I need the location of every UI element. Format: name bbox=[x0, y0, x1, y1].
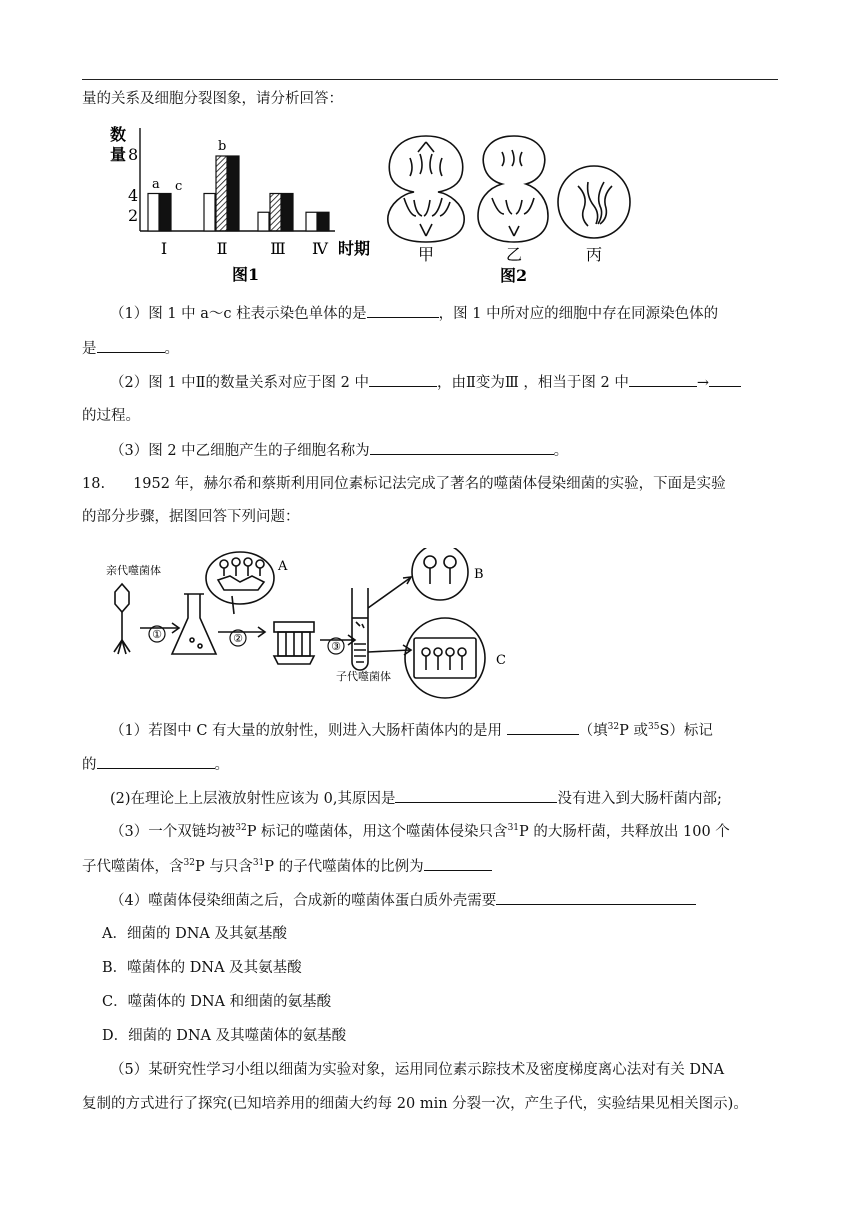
inset-circle-b bbox=[412, 548, 468, 600]
figure-1-bar-chart bbox=[100, 118, 390, 288]
figure-1-caption: 图1 bbox=[232, 265, 260, 284]
inset-circle-a bbox=[206, 552, 274, 604]
y-tick-label: 4 bbox=[128, 186, 139, 205]
q18-stem-line-2: 的部分步骤，据图回答下列问题： bbox=[82, 509, 300, 525]
bar-c-3 bbox=[282, 194, 293, 232]
phage-experiment-diagram bbox=[100, 548, 530, 708]
q18-1-line-2: 的 。 bbox=[82, 754, 229, 775]
x-category-label: Ⅲ bbox=[270, 239, 286, 258]
answer-blank[interactable] bbox=[507, 720, 579, 735]
option-d[interactable]: D．细菌的 DNA 及其噬菌体的氨基酸 bbox=[102, 1028, 347, 1044]
bar-a-3 bbox=[258, 212, 269, 231]
flask-drawing bbox=[172, 594, 216, 654]
bar-b-3 bbox=[270, 194, 281, 232]
bar-c-4 bbox=[318, 212, 329, 231]
question-number: 18. bbox=[82, 476, 106, 492]
label-a: A bbox=[278, 559, 288, 574]
q18-stem-line-1: 18. 1952 年，赫尔希和蔡斯利用同位素标记法完成了著名的噬菌体侵染细菌的实验，下面是实验 bbox=[82, 476, 726, 492]
cell-label-bing: 丙 bbox=[585, 245, 603, 264]
q17-2-line-2: 的过程。 bbox=[82, 408, 140, 424]
child-phage-label: 子代噬菌体 bbox=[336, 670, 391, 683]
answer-blank[interactable] bbox=[395, 788, 557, 803]
header-rule bbox=[82, 79, 778, 80]
q17-3-line: （3）图 2 中乙细胞产生的子细胞名称为 。 bbox=[110, 440, 568, 461]
cell-jia-drawing bbox=[388, 136, 464, 242]
cell-label-yi: 乙 bbox=[505, 245, 523, 264]
cell-bing-drawing bbox=[558, 166, 630, 238]
q18-3-line-2: 子代噬菌体，含$^{32}$P 与只含$^{31}$P 的子代噬菌体的比例为 bbox=[82, 856, 492, 877]
q18-1-line-1: （1）若图中 C 有大量的放射性，则进入大肠杆菌体内的是用 （填$^{32}$P 或$^{35}$S）标记 bbox=[110, 722, 713, 739]
answer-blank[interactable] bbox=[709, 372, 741, 387]
answer-blank[interactable] bbox=[424, 856, 492, 871]
label-c: C bbox=[496, 653, 506, 668]
parent-phage-label: 亲代噬菌体 bbox=[106, 564, 161, 577]
figure-2-caption: 图2 bbox=[500, 266, 528, 285]
option-c[interactable]: C．噬菌体的 DNA 和细菌的氨基酸 bbox=[102, 994, 332, 1010]
answer-blank[interactable] bbox=[496, 890, 696, 905]
bar-a-2 bbox=[204, 194, 215, 232]
bar-c-1 bbox=[160, 194, 171, 232]
y-axis-title-1: 数 bbox=[110, 125, 127, 144]
q18-5-line-2: 复制的方式进行了探究(已知培养用的细菌大约每 20 min 分裂一次，产生子代，实验结果见相关图示)。 bbox=[82, 1096, 748, 1112]
q17-1-line-2: 是 。 bbox=[82, 338, 179, 359]
x-category-label: Ⅳ bbox=[312, 239, 328, 258]
x-axis-title: 时期 bbox=[338, 239, 371, 258]
figure-2-cell-division bbox=[380, 128, 640, 288]
y-tick-label: 8 bbox=[128, 145, 139, 164]
q18-2-line: (2)在理论上上层液放射性应该为 0,其原因是 没有进入到大肠杆菌内部; bbox=[110, 788, 722, 809]
bar-label-c: c bbox=[175, 179, 183, 194]
option-b[interactable]: B．噬菌体的 DNA 及其氨基酸 bbox=[102, 960, 302, 976]
cell-label-jia: 甲 bbox=[417, 245, 435, 264]
answer-blank[interactable] bbox=[367, 303, 439, 318]
test-tube-drawing bbox=[352, 588, 368, 670]
bar-a-4 bbox=[306, 212, 317, 231]
answer-blank[interactable] bbox=[369, 372, 437, 387]
answer-blank[interactable] bbox=[97, 754, 215, 769]
q18-3-line-1: （3）一个双链均被$^{32}$P 标记的噬菌体，用这个噬菌体侵染只含$^{31}$P 的大肠杆菌，共释放出 100 个 bbox=[110, 823, 730, 840]
step-label: ③ bbox=[331, 640, 341, 653]
q18-5-line-1: （5）某研究性学习小组以细菌为实验对象，运用同位素示踪技术及密度梯度离心法对有关 DNA bbox=[110, 1062, 725, 1078]
intro-line: 量的关系及细胞分裂图象，请分析回答： bbox=[82, 91, 343, 107]
label-b: B bbox=[474, 567, 484, 582]
answer-blank[interactable] bbox=[97, 338, 165, 353]
parent-phage-drawing bbox=[114, 584, 130, 654]
x-category-label: Ⅱ bbox=[216, 239, 228, 258]
y-tick-label: 2 bbox=[128, 206, 139, 225]
bar-label-b: b bbox=[218, 139, 227, 154]
x-category-label: Ⅰ bbox=[160, 239, 168, 258]
answer-blank[interactable] bbox=[370, 440, 554, 455]
q17-2-line-1: （2）图 1 中Ⅱ的数量关系对应于图 2 中 ，由Ⅱ变为Ⅲ ，相当于图 2 中 → bbox=[110, 372, 741, 393]
cell-yi-drawing bbox=[478, 136, 548, 242]
answer-blank[interactable] bbox=[629, 372, 697, 387]
bar-c-2 bbox=[228, 156, 239, 231]
step-label: ① bbox=[152, 628, 162, 641]
inset-circle-c bbox=[405, 618, 485, 698]
step-label: ② bbox=[233, 632, 243, 645]
bar-a-1 bbox=[148, 194, 159, 232]
option-a[interactable]: A．细菌的 DNA 及其氨基酸 bbox=[102, 926, 287, 942]
y-axis-title-2: 量 bbox=[110, 145, 127, 164]
blender-drawing bbox=[274, 622, 314, 664]
q18-4-line: （4）噬菌体侵染细菌之后，合成新的噬菌体蛋白质外壳需要 bbox=[110, 890, 696, 911]
q17-1-line-1: （1）图 1 中 a～c 柱表示染色单体的是 ，图 1 中所对应的细胞中存在同源染色体的 bbox=[110, 303, 718, 324]
bar-b-2 bbox=[216, 156, 227, 231]
bar-label-a: a bbox=[152, 177, 160, 192]
